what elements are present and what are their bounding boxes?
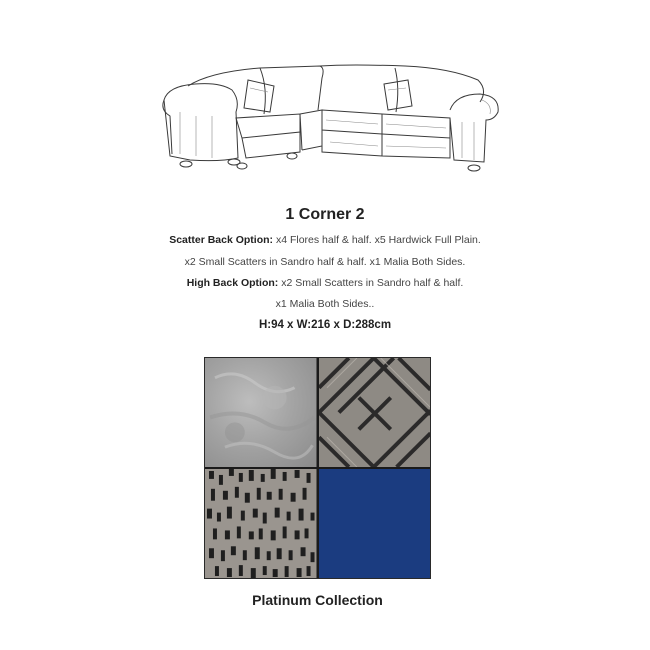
product-title: 1 Corner 2 <box>285 206 365 223</box>
scatter-back-option-cont: x2 Small Scatters in Sandro half & half. x1 Malia Both Sides. <box>184 256 466 268</box>
product-dimensions: H:94 x W:216 x D:288cm <box>258 319 392 331</box>
high-back-label: High Back Option: <box>186 277 279 289</box>
collection-label: Platinum Collection <box>252 592 383 608</box>
fabric-swatch-grid <box>204 357 431 579</box>
high-back-option-cont: x1 Malia Both Sides.. <box>275 298 375 310</box>
corner-sofa-illustration <box>150 58 510 188</box>
swatch-grey-velvet[interactable] <box>205 358 317 467</box>
swatch-geometric-pattern[interactable] <box>319 358 431 467</box>
swatch-royal-blue[interactable] <box>319 469 431 578</box>
high-back-option <box>0 277 650 289</box>
scatter-back-text: x4 Flores half & half. x5 Hardwick Full Plain. <box>273 234 481 246</box>
scatter-back-label: Scatter Back Option: <box>169 234 274 246</box>
swatch-textured-weave[interactable] <box>205 469 317 578</box>
scatter-back-option <box>0 234 650 246</box>
high-back-text: x2 Small Scatters in Sandro half & half. <box>278 277 464 289</box>
